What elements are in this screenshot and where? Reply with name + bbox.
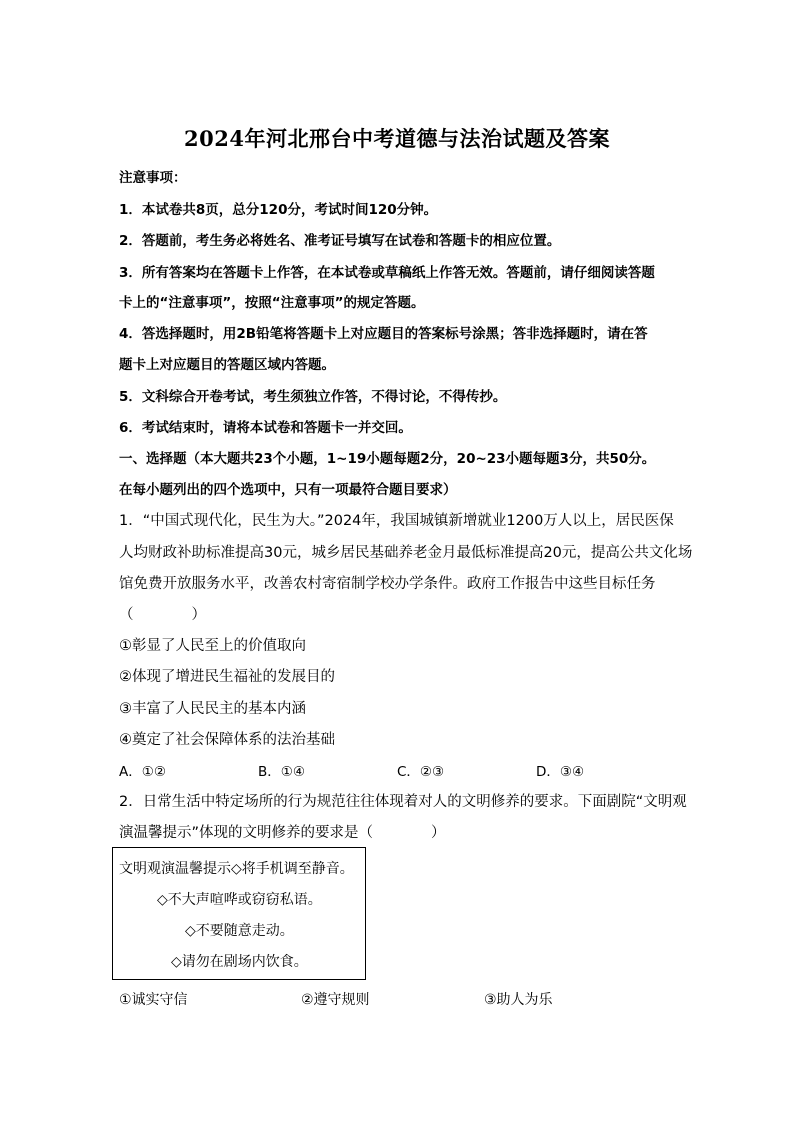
q2-stem-line-1: 2．日常生活中特定场所的行为规范往往体现着对人的文明修养的要求。下面剧院“文明观 (119, 794, 687, 810)
q2-statement-3: ③助人为乐 (484, 992, 553, 1008)
section-instruction: 在每小题列出的四个选项中，只有一项最符合题目要求） (119, 482, 457, 498)
note-item-4-cont: 题卡上对应题目的答题区域内答题。 (119, 357, 335, 373)
note-item-4: 4．答选择题时，用2B铅笔将答题卡上对应题目的答案标号涂黑；答非选择题时，请在答 (119, 326, 648, 342)
q1-option-c: C．②③ (397, 764, 445, 780)
q1-statement-4: ④奠定了社会保障体系的法治基础 (119, 732, 335, 748)
q1-option-d: D．③④ (536, 764, 585, 780)
q1-answer-blank: （ ） (119, 607, 206, 623)
note-item-5: 5．文科综合开卷考试，考生须独立作答，不得讨论，不得传抄。 (119, 389, 507, 405)
q1-statement-1: ①彰显了人民至上的价值取向 (119, 638, 306, 654)
note-item-2: 2．答题前，考生务必将姓名、准考证号填写在试卷和答题卡的相应位置。 (119, 233, 561, 249)
q1-option-b: B．①④ (258, 764, 305, 780)
q2-statement-2: ②遵守规则 (301, 992, 370, 1008)
note-item-3-cont: 卡上的“注意事项”，按照“注意事项”的规定答题。 (119, 295, 425, 311)
page-title: 2024年河北邢台中考道德与法治试题及答案 (184, 126, 610, 151)
note-item-3: 3．所有答案均在答题卡上作答，在本试卷或草稿纸上作答无效。答题前，请仔细阅读答题 (119, 265, 655, 281)
note-item-1: 1．本试卷共8页，总分120分，考试时间120分钟。 (119, 202, 438, 218)
q1-stem-line-2: 人均财政补助标准提高30元，城乡居民基础养老金月最低标准提高20元，提高公共文化场 (119, 545, 693, 561)
notice-line-1: 文明观演温馨提示◇将手机调至静音。 (119, 861, 354, 877)
note-item-6: 6．考试结束时，请将本试卷和答题卡一并交回。 (119, 420, 412, 436)
q1-option-a: A．①② (119, 764, 166, 780)
notice-line-3: ◇不要随意走动。 (185, 923, 294, 939)
q1-statement-3: ③丰富了人民民主的基本内涵 (119, 701, 306, 717)
q1-statement-2: ②体现了增进民生福祉的发展目的 (119, 669, 335, 685)
notice-line-4: ◇请勿在剧场内饮食。 (171, 954, 308, 970)
theater-notice-box (112, 847, 366, 980)
q2-stem-line-2: 演温馨提示”体现的文明修养的要求是（ ） (119, 825, 446, 841)
notes-heading: 注意事项： (119, 170, 187, 186)
q1-stem-line-3: 馆免费开放服务水平，改善农村寄宿制学校办学条件。政府工作报告中这些目标任务 (119, 576, 656, 592)
section-heading: 一、选择题（本大题共23个小题，1~19小题每题2分，20~23小题每题3分，共50分。 (119, 451, 656, 467)
q1-stem-line-1: 1．“中国式现代化，民生为大。”2024年，我国城镇新增就业1200万人以上，居民医保 (119, 513, 674, 529)
q2-statement-1: ①诚实守信 (119, 992, 188, 1008)
notice-line-2: ◇不大声喧哗或窃窃私语。 (157, 892, 322, 908)
